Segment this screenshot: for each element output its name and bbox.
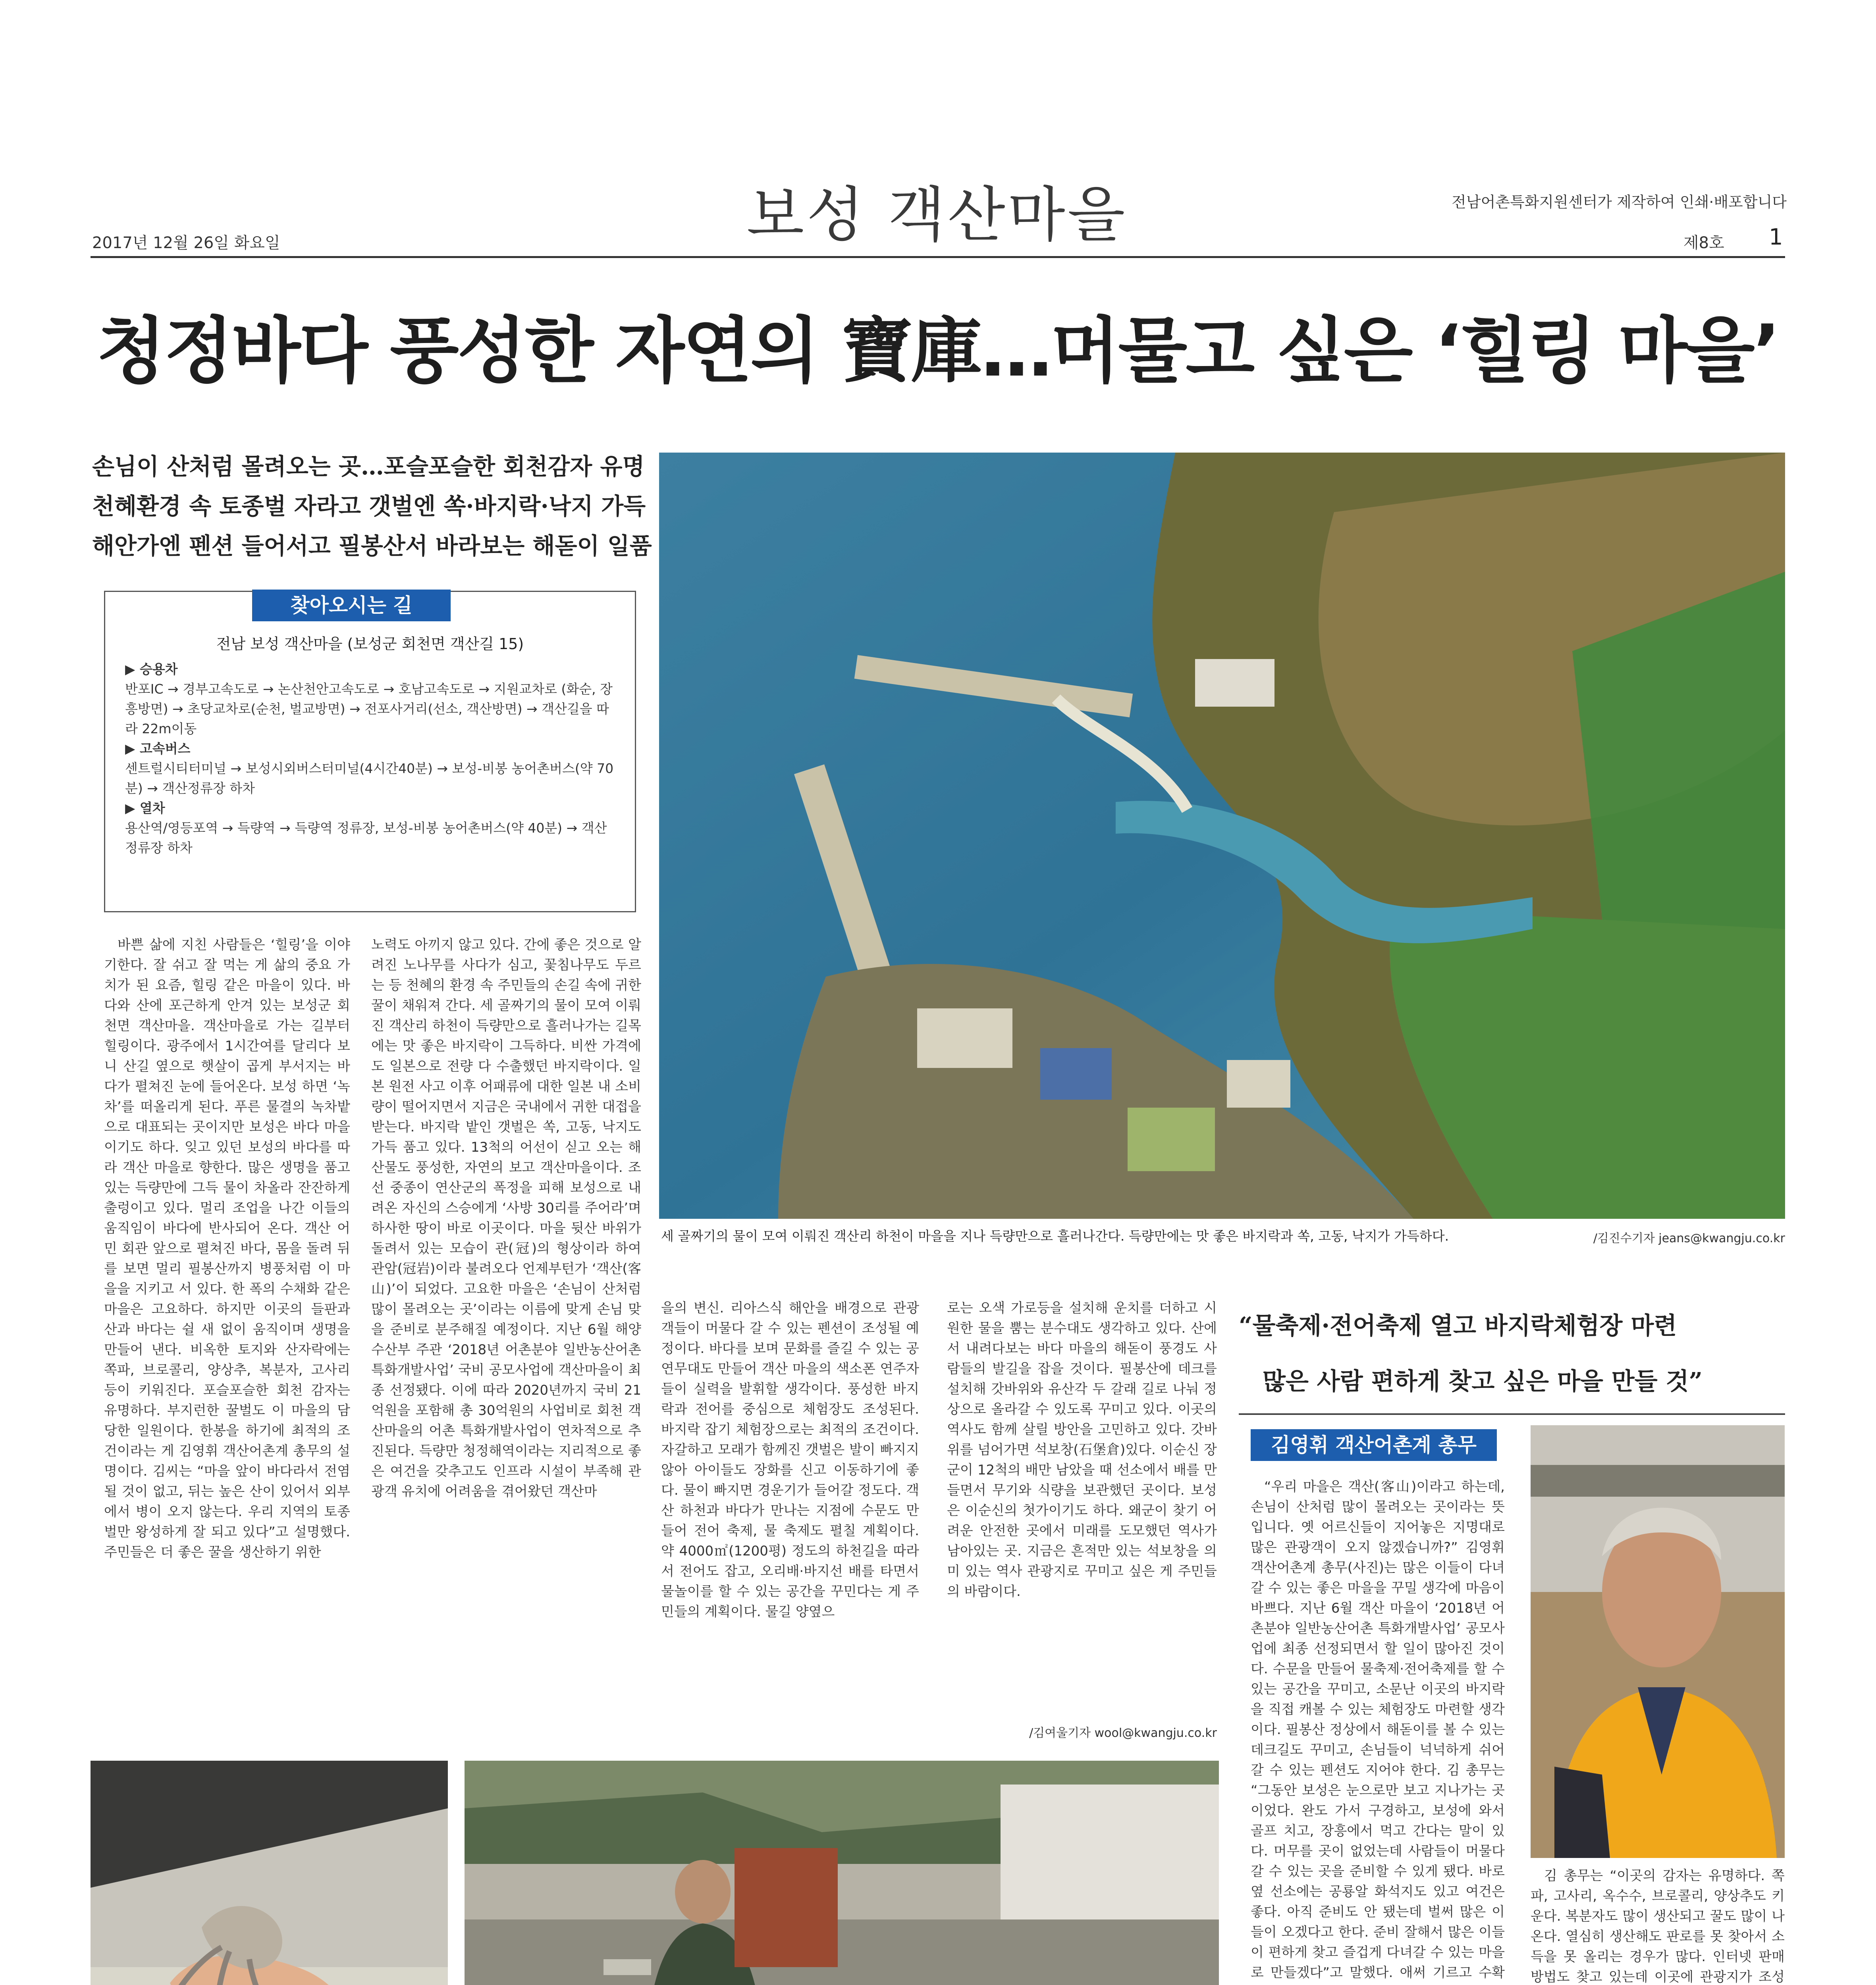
portrait-photo xyxy=(1531,1425,1785,1858)
article-col-1-text: 바쁜 삶에 지친 사람들은 ‘힐링’을 이야기한다. 잘 쉬고 잘 먹는 게 삶의 중요 가치가 된 요즘, 힐링 같은 마을이 있다. 바다와 산에 포근하게 안겨 있는 보성군 회천면 객산마을. 객산마을로 가는 길부터 힐링이다. 광주에서 1시간여를 달리다 보니 산길 옆으로 햇살이 곱게 부서지는 바다가 펼쳐진 눈에 들어온다. 보성 하면 ‘녹차’를 떠올리게 된다. 푸른 물결의 녹차밭으로 대표되는 곳이지만 보성은 바다 마을이기도 하다. 잊고 있던 보성의 바다를 따라 객산 마을로 향한다. 많은 생명을 품고 있는 득량만에 그득 물이 차올라 잔잔하게 출렁이고 있다. 멀리 조업을 나간 이들의 움직임이 바다에 반사되어 온다. 객산 어민 회관 앞으로 펼쳐진 바다, 몸을 돌려 뒤를 보면 멀리 필봉산까지 병풍처럼 이 마을을 지키고 서 있다. 한 폭의 수채화 같은 마을은 고요하다. 하지만 이곳의 들판과 산과 바다는 쉴 새 없이 움직이며 생명을 만들어 낸다. 비옥한 토지와 산자락에는 쪽파, 브로콜리, 양상추, 복분자, 고사리 등이 키워진다. 포슬포슬한 회천 감자는 유명하다. 부지런한 꿀벌도 이 마을의 담당한 일원이다. 한봉을 하기에 최적의 조건이라는 게 김영휘 객산어촌계 총무의 설명이다. 김씨는 “마을 앞이 바다라서 전염될 것이 없고, 뒤는 높은 산이 있어서 외부에서 병이 오지 않는다. 우리 지역의 토종벌만 왕성하게 잘 되고 있다”고 설명했다. 주민들은 더 좋은 꿀을 생산하기 위한 xyxy=(104,937,350,1560)
interview-col-b-text: 김 총무는 “이곳의 감자는 유명하다. 쪽파, 고사리, 옥수수, 브로콜리, 양상추도 키운다. 복분자도 많이 생산되고 꿀도 많이 나온다. 열심히 생산해도 판로를 못 찾아서 소득을 못 올리는 경우가 많다. 인터넷 판매 방법도 찾고 있는데 이곳에 관광지가 조성 xyxy=(1531,1868,1785,1985)
interview-quote-line-2: 많은 사람 편하게 찾고 싶은 마을 만들 것” xyxy=(1263,1368,1703,1395)
directions-bus-label: ▶ 고속버스 xyxy=(125,741,191,756)
interview-col-b xyxy=(1531,1866,1785,1985)
directions-box xyxy=(104,591,636,912)
headline: 청정바다 풍성한 자연의 寶庫…머물고 싶은 ‘힐링 마을’ xyxy=(96,310,1779,393)
interview-col-a xyxy=(1251,1477,1505,1985)
subhead-1: 손님이 산처럼 몰려오는 곳…포슬포슬한 회천감자 유명 xyxy=(92,453,645,480)
interview-quote-line-1: “물축제·전어축제 열고 바지락체험장 마련 xyxy=(1239,1312,1677,1340)
article-col-4-text: 로는 오색 가로등을 설치해 운치를 더하고 시원한 물을 뿜는 분수대도 생각하고 있다. 산에서 내려다보는 바다 마을의 해돋이 풍경도 사람들의 발길을 잡을 것이다. 필봉산에 데크를 설치해 갓바위와 유산각 두 갈래 길로 나눠 정상으로 올라갈 수 있도록 꾸미고 있다. 이곳의 역사도 함께 살릴 방안을 고민하고 있다. 갓바위를 넘어가면 석보창(石堡倉)있다. 이순신 장군이 12척의 배만 남았을 때 선소에서 배를 만들면서 무기와 식량을 보관했던 곳이다. 보성은 이순신의 첫가이기도 하다. 왜군이 찾기 어려운 안전한 곳에서 미래를 도모했던 역사가 남아있는 곳. 지금은 흔적만 있는 석보창을 의미 있는 역사 관광지로 꾸미고 싶은 게 주민들의 바람이다. xyxy=(947,1300,1217,1600)
interview-rule xyxy=(1239,1413,1785,1415)
page-title: 보성 객산마을 xyxy=(746,181,1128,250)
fisher-photo xyxy=(465,1761,1219,1985)
octopus-photo xyxy=(91,1761,448,1985)
aerial-credit: /김진수기자 jeans@kwangju.co.kr xyxy=(1593,1231,1785,1245)
page-number: 1 xyxy=(1769,224,1783,250)
article-col-3 xyxy=(661,1298,919,1719)
directions-bus-text: 센트럴시티터미널 → 보성시외버스터미널(4시간40분) → 보성-비봉 농어촌버스(약 70분) → 객산정류장 하차 xyxy=(125,761,614,796)
directions-address: 전남 보성 객산마을 (보성군 회천면 객산길 15) xyxy=(216,635,524,653)
directions-list xyxy=(125,659,617,858)
directions-train-label: ▶ 열차 xyxy=(125,800,165,816)
article-col-2-text: 노력도 아끼지 않고 있다. 간에 좋은 것으로 알려진 노나무를 사다가 심고, 꽃침나무도 두르는 등 천혜의 환경 속 주민들의 손길 속에 귀한 꿀이 채워져 간다. 세 골짜기의 물이 모여 이뤄진 객산리 하천이 득량만으로 흘러나가는 길목에는 맛 좋은 바지락이 그득하다. 비싼 가격에도 일본으로 전량 다 수출했던 바지락이다. 일본 원전 사고 이후 어패류에 대한 일본 내 소비량이 떨어지면서 지금은 국내에서 귀한 대접을 받는다. 바지락 밭인 갯벌은 쏙, 고동, 낙지도 가득 품고 있다. 13척의 어선이 싣고 오는 해산물도 풍성한, 자연의 보고 객산마을이다. 조선 중종이 연산군의 폭정을 피해 보성으로 내려온 자신의 스승에게 ‘사방 30리를 주어라’며 하사한 땅이 바로 이곳이다. 마을 뒷산 바위가 돌려서 있는 모습이 관(冠)의 형상이라 하여 관암(冠岩)이라 불려오다 언제부턴가 ‘객산(客山)’이 되었다. 고요한 마을은 ‘손님이 산처럼 많이 몰려오는 곳’이라는 이름에 맞게 손님 맞을 준비로 분주해질 예정이다. 지난 6월 해양수산부 주관 ‘2018년 어촌분야 일반농산어촌 특화개발사업’ 국비 공모사업에 객산마을이 최종 선정됐다. 이에 따라 2020년까지 국비 21억원을 포함해 총 30억원의 사업비로 회천 객산마을의 어촌 특화개발사업이 연차적으로 추진된다. 득량만 청정해역이라는 지리적으로 좋은 여건을 갖추고도 인프라 시설이 부족해 관광객 유치에 어려움을 겪어왔던 객산마 xyxy=(371,937,641,1499)
aerial-caption: 세 골짜기의 물이 모여 이뤄진 객산리 하천이 마을을 지나 득량만으로 흘러나간다. 득량만에는 맛 좋은 바지락과 쏙, 고동, 낙지가 가득하다. xyxy=(661,1228,1449,1244)
article-credit: /김여울기자 wool@kwangju.co.kr xyxy=(1029,1726,1217,1740)
directions-car-text: 반포IC → 경부고속도로 → 논산천안고속도로 → 호남고속도로 → 지원교차로 (화순, 장흥방면) → 초당교차로(순천, 벌교방면) → 전포사거리(선소, 객산방면) → 객산길을 따라 22m이동 xyxy=(125,681,613,736)
directions-train-text: 용산역/영등포역 → 득량역 → 득량역 정류장, 보성-비봉 농어촌버스(약 40분) → 객산정류장 하차 xyxy=(125,820,607,856)
interview-quote xyxy=(1239,1298,1787,1409)
masthead-rule xyxy=(91,256,1785,258)
issue-number: 제8호 xyxy=(1683,234,1724,252)
subhead-3: 해안가엔 펜션 들어서고 필봉산서 바라보는 해돋이 일품 xyxy=(92,532,652,559)
article-col-4 xyxy=(947,1298,1217,1719)
directions-title: 찾아오시는 길 xyxy=(252,590,451,621)
interview-col-a-text: “우리 마을은 객산(客山)이라고 하는데, 손님이 산처럼 많이 몰려오는 곳이라는 뜻입니다. 옛 어르신들이 지어놓은 지명대로 많은 관광객이 오지 않겠습니까?” 김영휘 객산어촌계 총무(사진)는 많은 이들이 다녀갈 수 있는 좋은 마을을 꾸밀 생각에 마음이 바쁘다. 지난 6월 객산 마을이 ‘2018년 어촌분야 일반농산어촌 특화개발사업’ 공모사업에 최종 선정되면서 할 일이 많아진 것이다. 수문을 만들어 물축제·전어축제를 할 수 있는 공간을 꾸미고, 소문난 이곳의 바지락을 직접 캐볼 수 있는 체험장도 마련할 생각이다. 필봉산 정상에서 해돋이를 볼 수 있는 데크길도 꾸미고, 손님들이 넉넉하게 쉬어갈 수 있는 펜션도 지어야 한다. 김 총무는 “그동안 보성은 눈으로만 보고 지나가는 곳이었다. 완도 가서 구경하고, 보성에 와서 골프 치고, 장흥에서 먹고 간다는 말이 있다. 머무를 곳이 없었는데 사람들이 머물다 갈 수 있는 곳을 준비할 수 있게 됐다. 바로 옆 선소에는 공룡알 화석지도 있고 여건은 좋다. 아직 준비도 안 됐는데 벌써 많은 이들이 오겠다고 한다. 준비 잘해서 많은 이들이 편하게 찾고 즐겁게 다녀갈 수 있는 마을로 만들겠다”고 말했다. 애써 기르고 수확 xyxy=(1251,1479,1505,1981)
producer-note: 전남어촌특화지원센터가 제작하여 인쇄·배포합니다 xyxy=(1452,193,1787,211)
directions-car-label: ▶ 승용차 xyxy=(125,661,178,677)
article-col-2 xyxy=(371,935,641,1745)
article-col-3-text: 을의 변신. 리아스식 해안을 배경으로 관광객들이 머물다 갈 수 있는 펜션이 조성될 예정이다. 바다를 보며 문화를 즐길 수 있는 공연무대도 만들어 객산 마을의 색소폰 연주자들이 실력을 발휘할 생각이다. 풍성한 바지락과 전어를 중심으로 체험장도 조성된다. 바지락 잡기 체험장으로는 최적의 조건이다. 자갈하고 모래가 함께진 갯벌은 발이 빠지지 않아 아이들도 장화를 신고 이동하기에 좋다. 물이 빠지면 경운기가 들어갈 정도다. 객산 하천과 바다가 만나는 지점에 수문도 만들어 전어 축제, 물 축제도 펼칠 계획이다. 약 4000㎡(1200평) 정도의 하천길을 따라서 전어도 잡고, 오리배·바지선 배를 타면서 물놀이를 할 수 있는 공간을 꾸민다는 게 주민들의 계획이다. 물길 양옆으 xyxy=(661,1300,919,1620)
issue-date: 2017년 12월 26일 화요일 xyxy=(92,234,280,252)
article-col-1 xyxy=(104,935,350,1745)
aerial-photo xyxy=(659,453,1785,1219)
subheads xyxy=(92,447,652,566)
interview-name-tag: 김영휘 객산어촌계 총무 xyxy=(1251,1429,1497,1461)
subhead-2: 천혜환경 속 토종벌 자라고 갯벌엔 쏙·바지락·낙지 가득 xyxy=(92,493,646,520)
